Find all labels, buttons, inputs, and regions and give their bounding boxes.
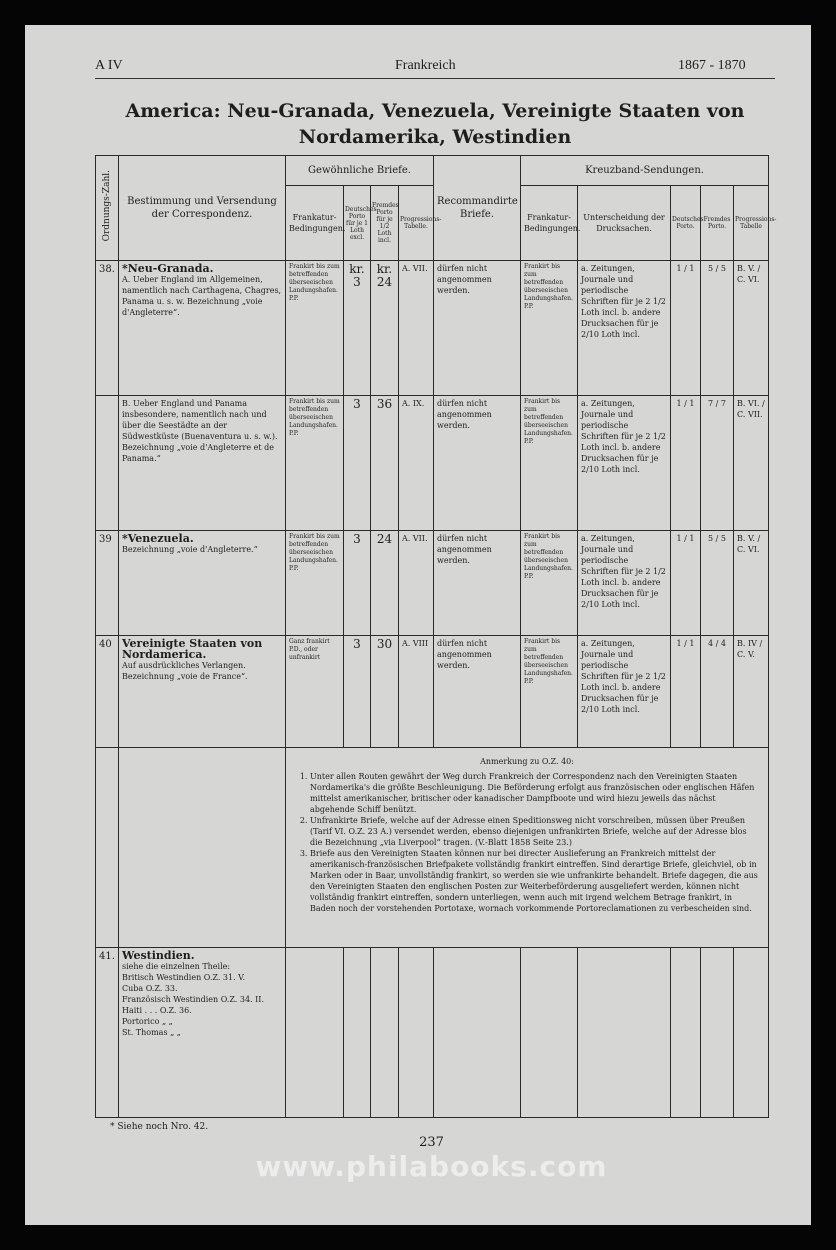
recommandirte: dürfen nicht angenommen werden.: [434, 636, 521, 748]
col-k-deutsches: Deutsches Porto.: [671, 186, 701, 261]
table-row: [96, 531, 769, 636]
page-title: America: Neu-Granada, Venezuela, Vereinigte Staaten von Nordamerika, Westindien: [125, 100, 745, 148]
fremdes-porto: 30: [376, 637, 393, 651]
col-gewoehnliche: Gewöhnliche Briefe.: [286, 156, 434, 186]
k-progression: B. V. / C. VI.: [734, 531, 769, 636]
table-row: [96, 396, 769, 531]
recommandirte: dürfen nicht angenommen werden.: [434, 261, 521, 396]
header-years: 1867 - 1870: [678, 58, 746, 73]
col-progression: Progressions-Tabelle.: [399, 186, 434, 261]
k-frankatur: Frankirt bis zum betreffenden überseeischen Landungshafen. P.P.: [521, 531, 578, 636]
destination-detail: Bezeichnung „voie d'Angleterre.“: [122, 545, 258, 554]
k-deutsches-porto: 1 / 1: [671, 636, 701, 748]
destination-detail: Auf ausdrückliches Verlangen. Bezeichnung „voie de France“.: [122, 661, 248, 681]
progression: A. VII.: [399, 531, 434, 636]
k-deutsches-porto: 1 / 1: [671, 531, 701, 636]
col-deutsches: Deutsches Porto für je 1 Loth excl.: [344, 186, 371, 261]
note-item: 3. Briefe aus den Vereinigten Staaten können nur bei directer Auslieferung an Frankreich mittelst der amerikanisch-französischen Briefpakete vollständig frankirt eintreffen. Sind derartige Briefe, gleichviel, ob in Marken oder in Baar, unvollständig frankirt, so werden sie wie unfrankirte behandelt. Briefe dagegen, die aus den Vereinigten Staaten den englischen Posten zur Weiterbeförderung ausgeliefert werden, können nicht vollständig frankirt eintreffen, sondern unterliegen, wenn auch mit irgend welchem Betrage frankirt, in Baden noch der vorstehenden Portotaxe, wornach vorkommende Portoreclamationen zu verbescheiden sind.: [310, 848, 758, 914]
progression: A. IX.: [399, 396, 434, 531]
destination-detail: B. Ueber England und Panama insbesondere, namentlich nach und über die Seestädte an der Südwestküste (Buenaventura u. s. w.). Bezeichnung „voie d'Angleterre et de Panama.“: [122, 399, 278, 463]
recommandirte: dürfen nicht angenommen werden.: [434, 531, 521, 636]
k-progression: B. IV / C. V.: [734, 636, 769, 748]
k-fremdes-porto: 5 / 5: [701, 531, 734, 636]
col-fremdes: Fremdes Porto für je 1/2 Loth incl.: [371, 186, 399, 261]
row-number: 40: [96, 636, 119, 748]
note-block: [286, 748, 769, 948]
footnote: * Siehe noch Nro. 42.: [110, 1122, 209, 1132]
row-number: 39: [96, 531, 119, 636]
deutsches-porto: 3: [353, 637, 361, 651]
page-number: 237: [419, 1135, 444, 1150]
col-frankatur: Frankatur-Bedingungen.: [286, 186, 344, 261]
header-country: Frankreich: [395, 58, 456, 73]
header-rule: [95, 78, 775, 79]
table-row-41: 41. Westindien. siehe die einzelnen Theile: Britisch Westindien O.Z. 31. V. Cuba O.Z. 33. Französisch Westindien O.Z. 34. II. Haiti . . . O.Z. 36. Portorico „ „ St. Thomas „ „: [96, 948, 769, 1118]
col-unterscheidung: Unterscheidung der Drucksachen.: [578, 186, 671, 261]
k-fremdes-porto: 4 / 4: [701, 636, 734, 748]
frankatur: Frankirt bis zum betreffenden überseeischen Landungshafen. P.P.: [286, 396, 344, 531]
drucksachen: a. Zeitungen, Journale und periodische Schriften für je 2 1/2 Loth incl. b. andere Drucksachen für je 2/10 Loth incl.: [578, 531, 671, 636]
tariff-table: [95, 155, 777, 1118]
note-item: 2. Unfrankirte Briefe, welche auf der Adresse einen Speditionsweg nicht vorschreiben, müssen über Preußen (Tarif VI. O.Z. 23 A.) versendet werden, ebenso diejenigen unfrankirten Briefe, welche auf der Adresse blos die Bezeichnung „via Liverpool“ tragen. (V.-Blatt 1858 Seite 23.): [310, 815, 758, 848]
k-frankatur: Frankirt bis zum betreffenden überseeischen Landungshafen. P.P.: [521, 636, 578, 748]
drucksachen: a. Zeitungen, Journale und periodische Schriften für je 2 1/2 Loth incl. b. andere Drucksachen für je 2/10 Loth incl.: [578, 636, 671, 748]
k-frankatur: Frankirt bis zum betreffenden überseeischen Landungshafen. P.P.: [521, 261, 578, 396]
k-fremdes-porto: 5 / 5: [701, 261, 734, 396]
watermark: www.philabooks.com: [255, 1150, 608, 1183]
k-progression: B. VI. / C. VII.: [734, 396, 769, 531]
k-fremdes-porto: 7 / 7: [701, 396, 734, 531]
col-recommandirte: Recommandirte Briefe.: [434, 156, 521, 261]
recommandirte: dürfen nicht angenommen werden.: [434, 396, 521, 531]
deutsches-porto: 3: [353, 532, 361, 546]
drucksachen: a. Zeitungen, Journale und periodische Schriften für je 2 1/2 Loth incl. b. andere Drucksachen für je 2/10 Loth incl.: [578, 261, 671, 396]
col-k-frankatur: Frankatur-Bedingungen.: [521, 186, 578, 261]
table-row: [96, 636, 769, 748]
k-deutsches-porto: 1 / 1: [671, 261, 701, 396]
table-row: 38. *Neu-Granada. A. Ueber England im Allgemeinen, namentlich nach Carthagena, Chagres, Panama u. s. w. Bezeichnung „voie d'Angleterre“. Frankirt bis zum betreffenden überseeischen Landungshafen. P.P. kr. 3 kr. 24 A. VII. dürfen nicht angenommen werden. Frankirt bis zum betreffenden überseeischen Landungshafen. P.P. a. Zeitungen, Journale und periodische Schriften für je 2 1/2 Loth incl. b. andere Drucksachen für je 2/10 Loth incl. 1 / 1 5 / 5 B. V. / C. VI.: [96, 261, 769, 396]
fremdes-porto: 36: [376, 397, 393, 411]
progression: A. VIII: [399, 636, 434, 748]
destination: *Neu-Granada.: [122, 262, 214, 275]
col-k-progression: Progressions-Tabelle: [734, 186, 769, 261]
deutsches-porto: 3: [353, 397, 361, 411]
progression: A. VII.: [399, 261, 434, 396]
row-number: 38.: [96, 261, 119, 396]
destination-detail: A. Ueber England im Allgemeinen, namentlich nach Carthagena, Chagres, Panama u. s. w. Bezeichnung „voie d'Angleterre“.: [122, 275, 282, 317]
frankatur: Frankirt bis zum betreffenden überseeischen Landungshafen. P.P.: [286, 261, 344, 396]
fremdes-porto: 24: [376, 275, 393, 289]
frankatur: Ganz frankirt P.D., oder unfrankirt: [286, 636, 344, 748]
col-k-fremdes: Fremdes Porto.: [701, 186, 734, 261]
k-progression: B. V. / C. VI.: [734, 261, 769, 396]
header-section: A IV: [95, 58, 123, 73]
k-deutsches-porto: 1 / 1: [671, 396, 701, 531]
col-ord: Ordnungs-Zahl.: [96, 156, 119, 261]
note-item: 1. Unter allen Routen gewährt der Weg durch Frankreich der Correspondenz nach den Vereinigten Staaten Nordamerika's die größte Beschleunigung. Die Beförderung erfolgt aus französischen oder englischen Häfen mittelst amerikanischer, britischer oder kanadischer Dampfboote und wird hiezu jeweils das nächst abgehende Schiff benützt.: [310, 771, 758, 815]
k-frankatur: Frankirt bis zum betreffenden überseeischen Landungshafen. P.P.: [521, 396, 578, 531]
destination: Vereinigte Staaten von Nordamerica.: [122, 637, 263, 661]
deutsches-porto: 3: [353, 275, 361, 289]
col-bestimmung: Bestimmung und Versendung der Correspondenz.: [119, 156, 286, 261]
row-number: [96, 396, 119, 531]
drucksachen: a. Zeitungen, Journale und periodische Schriften für je 2 1/2 Loth incl. b. andere Drucksachen für je 2/10 Loth incl.: [578, 396, 671, 531]
content-flow: [95, 155, 777, 1183]
col-kreuzband: Kreuzband-Sendungen.: [521, 156, 769, 186]
destination: *Venezuela.: [122, 532, 194, 545]
note-title: Anmerkung zu O.Z. 40:: [480, 757, 574, 766]
fremdes-porto: 24: [376, 532, 393, 546]
frankatur: Frankirt bis zum betreffenden überseeischen Landungshafen. P.P.: [286, 531, 344, 636]
